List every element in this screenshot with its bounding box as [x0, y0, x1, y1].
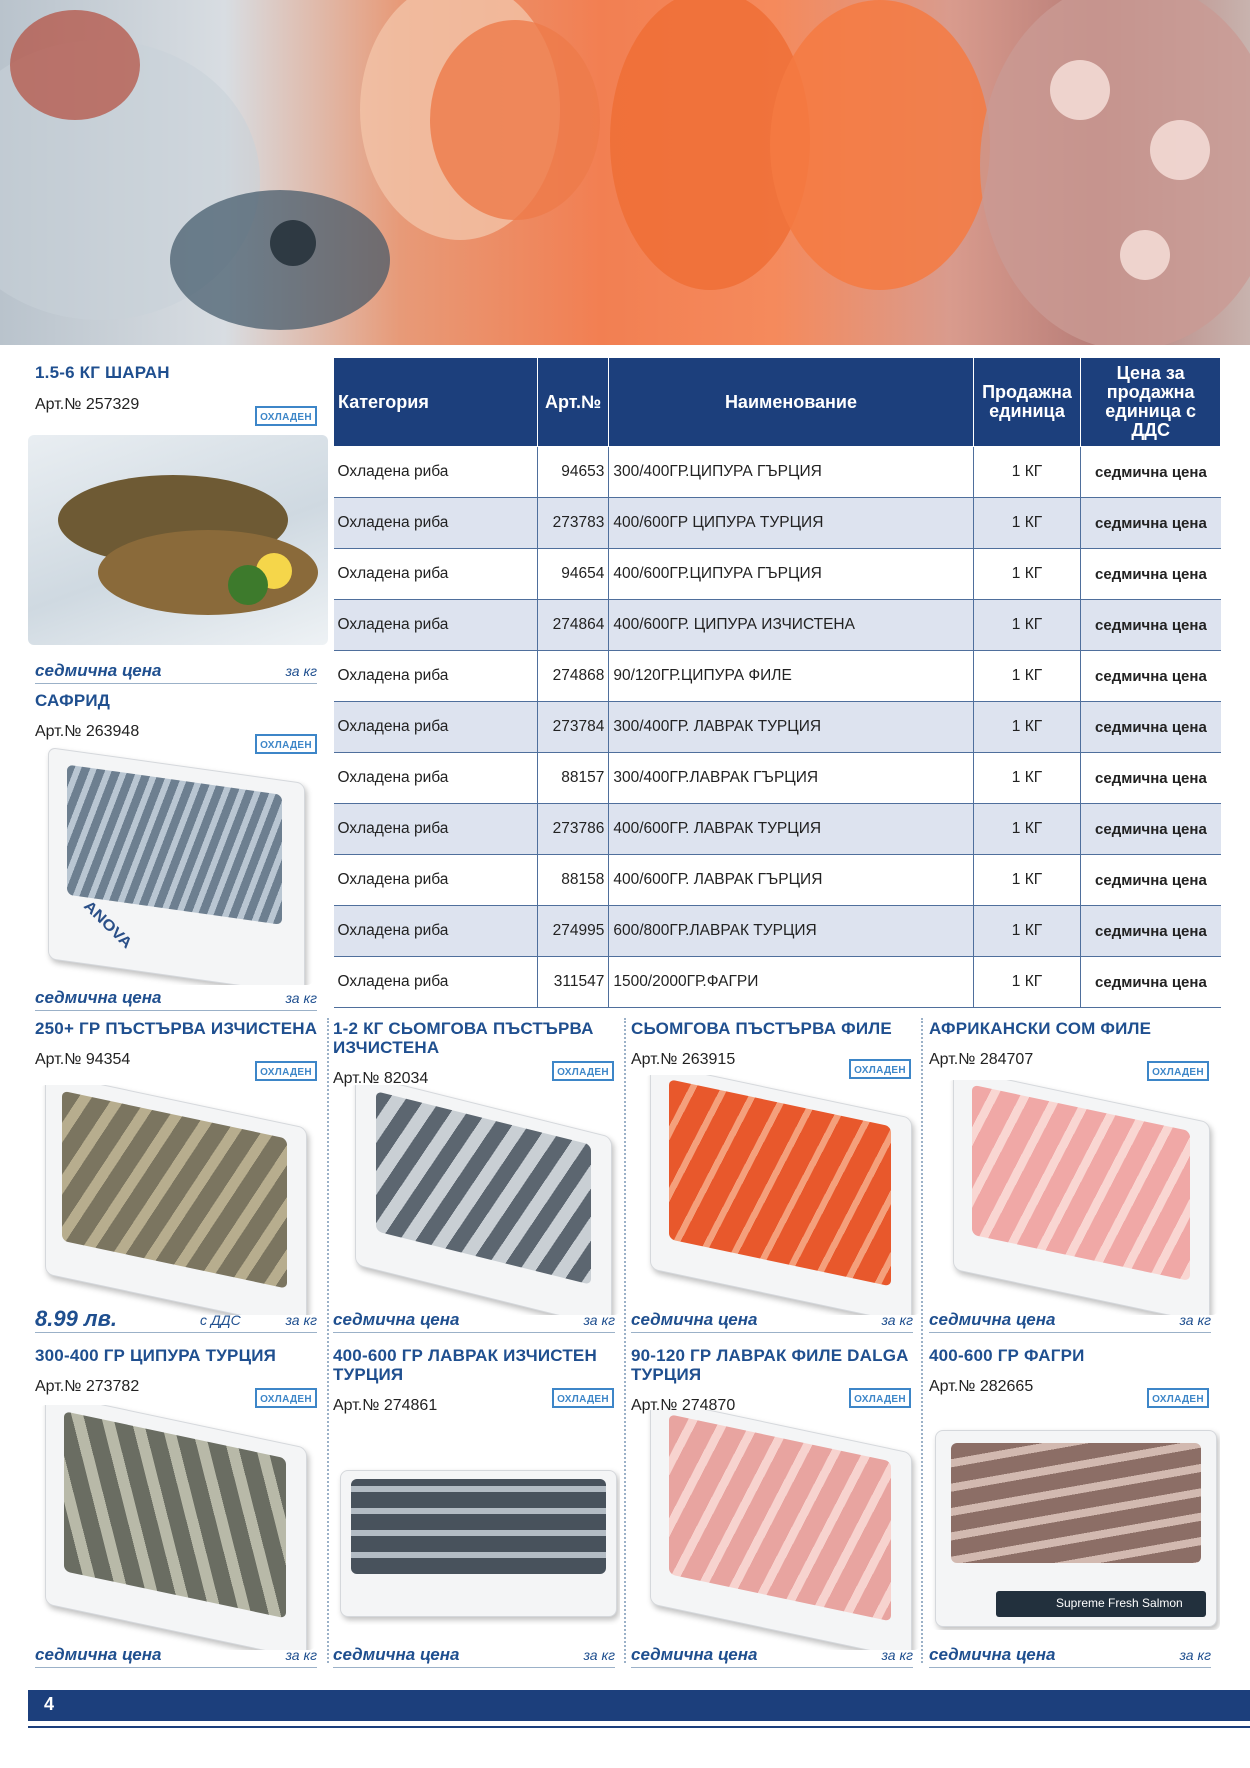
product-price-row: [35, 988, 317, 1011]
product-title-line2: ТУРЦИЯ: [333, 1365, 404, 1384]
table-row: [334, 804, 1221, 855]
column-separator: [624, 1018, 626, 1663]
cell-price: седмична цена: [1081, 753, 1221, 804]
unit-label: за кг: [285, 990, 317, 1006]
cell-name: 400/600ГР ЦИПУРА ТУРЦИЯ: [609, 498, 973, 549]
cell-category: Охладена риба: [334, 957, 538, 1008]
cell-name: 400/600ГР. ЛАВРАК ГЪРЦИЯ: [609, 855, 973, 906]
cell-price: седмична цена: [1081, 702, 1221, 753]
cell-name: 300/400ГР. ЛАВРАК ТУРЦИЯ: [609, 702, 973, 753]
product-image-sea-bass: [335, 1450, 620, 1625]
product-image-sea-bass-fillet: [645, 1410, 920, 1650]
cell-article: 88157: [537, 753, 609, 804]
product-price-row: [333, 1645, 615, 1668]
product-image-horse-mackerel: [38, 745, 313, 985]
cell-unit: 1 КГ: [973, 804, 1081, 855]
cell-unit: 1 КГ: [973, 549, 1081, 600]
col-article: Арт.№: [537, 358, 609, 447]
product-title-line2: ТУРЦИЯ: [631, 1365, 702, 1384]
cell-name: 90/120ГР.ЦИПУРА ФИЛЕ: [609, 651, 973, 702]
price-label: седмична цена: [333, 1310, 460, 1329]
product-title: СЬОМГОВА ПЪСТЪРВА ФИЛЕ: [631, 1019, 892, 1038]
footer-bar: [28, 1690, 1250, 1721]
cell-article: 273784: [537, 702, 609, 753]
chilled-badge: ОХЛАДЕН: [1147, 1388, 1209, 1408]
price-label: седмична цена: [35, 1645, 162, 1664]
cell-category: Охладена риба: [334, 549, 538, 600]
product-title: 300-400 ГР ЦИПУРА ТУРЦИЯ: [35, 1346, 277, 1365]
table-row: [334, 906, 1221, 957]
product-title: 1-2 КГ СЬОМГОВА ПЪСТЪРВА: [333, 1019, 594, 1038]
cell-category: Охладена риба: [334, 702, 538, 753]
cell-unit: 1 КГ: [973, 651, 1081, 702]
cell-price: седмична цена: [1081, 600, 1221, 651]
article-number: Арт.№ 273782: [35, 1378, 140, 1395]
table-row: [334, 855, 1221, 906]
unit-label: за кг: [881, 1312, 913, 1328]
cell-article: 273786: [537, 804, 609, 855]
product-image-salmon-trout: [350, 1085, 620, 1315]
product-price-row: [631, 1310, 913, 1333]
product-image-carp: [28, 435, 328, 645]
cell-price: седмична цена: [1081, 957, 1221, 1008]
cell-price: седмична цена: [1081, 549, 1221, 600]
product-image-salmon-trout-fillet: [645, 1075, 920, 1315]
cell-unit: 1 КГ: [973, 753, 1081, 804]
cell-unit: 1 КГ: [973, 447, 1081, 498]
cell-article: 274995: [537, 906, 609, 957]
cell-article: 311547: [537, 957, 609, 1008]
unit-label: за кг: [1179, 1647, 1211, 1663]
cell-article: 274868: [537, 651, 609, 702]
article-number: Арт.№ 274870: [631, 1397, 736, 1414]
product-title: 400-600 ГР ЛАВРАК ИЗЧИСТЕН: [333, 1346, 597, 1365]
product-price-row: [35, 1306, 317, 1333]
cell-unit: 1 КГ: [973, 702, 1081, 753]
unit-label: за кг: [1179, 1312, 1211, 1328]
unit-label: за кг: [583, 1312, 615, 1328]
cell-price: седмична цена: [1081, 855, 1221, 906]
price-label: седмична цена: [631, 1645, 758, 1664]
table-row: [334, 753, 1221, 804]
unit-label: за кг: [285, 1647, 317, 1663]
column-separator: [327, 1018, 329, 1663]
hero-fish-photo: [0, 0, 1250, 345]
footer-line: [28, 1726, 1250, 1728]
cell-category: Охладена риба: [334, 498, 538, 549]
article-number: Арт.№ 284707: [929, 1051, 1034, 1068]
unit-label: за кг: [285, 1312, 317, 1328]
price-label: седмична цена: [929, 1645, 1056, 1664]
product-price-row: [929, 1645, 1211, 1668]
cell-category: Охладена риба: [334, 651, 538, 702]
article-number: Арт.№ 263948: [35, 723, 140, 740]
cell-article: 94653: [537, 447, 609, 498]
product-image-catfish-fillet: [948, 1080, 1218, 1315]
table-header-row: [334, 358, 1221, 447]
price-table: [333, 357, 1221, 1008]
product-title: 90-120 ГР ЛАВРАК ФИЛЕ DALGA: [631, 1346, 909, 1365]
product-price-row: [929, 1310, 1211, 1333]
chilled-badge: ОХЛАДЕН: [255, 406, 317, 426]
cell-name: 400/600ГР. ЛАВРАК ТУРЦИЯ: [609, 804, 973, 855]
product-image-sea-bream: [40, 1405, 315, 1650]
cell-price: седмична цена: [1081, 906, 1221, 957]
cell-category: Охладена риба: [334, 804, 538, 855]
article-number: Арт.№ 94354: [35, 1051, 131, 1068]
product-title: 250+ ГР ПЪСТЪРВА ИЗЧИСТЕНА: [35, 1019, 318, 1038]
unit-label: за кг: [285, 663, 317, 679]
product-image-red-porgy: [930, 1420, 1220, 1630]
cell-category: Охладена риба: [334, 600, 538, 651]
box-print: Supreme Fresh Salmon: [1056, 1596, 1183, 1610]
page-number: 4: [44, 1694, 55, 1714]
cell-price: седмична цена: [1081, 498, 1221, 549]
product-title: 1.5-6 КГ ШАРАН: [35, 363, 170, 382]
price-label: седмична цена: [631, 1310, 758, 1329]
cell-unit: 1 КГ: [973, 906, 1081, 957]
chilled-badge: ОХЛАДЕН: [255, 1061, 317, 1081]
cell-category: Охладена риба: [334, 855, 538, 906]
article-number: Арт.№ 263915: [631, 1051, 736, 1068]
chilled-badge: ОХЛАДЕН: [849, 1059, 911, 1079]
vat-label: с ДДС: [200, 1312, 241, 1328]
table-row: [334, 651, 1221, 702]
chilled-badge: ОХЛАДЕН: [552, 1388, 614, 1408]
article-number: Арт.№ 82034: [333, 1070, 429, 1087]
cell-article: 273783: [537, 498, 609, 549]
cell-category: Охладена риба: [334, 447, 538, 498]
table-row: [334, 702, 1221, 753]
cell-article: 274864: [537, 600, 609, 651]
cell-category: Охладена риба: [334, 906, 538, 957]
chilled-badge: ОХЛАДЕН: [255, 734, 317, 754]
table-row: [334, 957, 1221, 1008]
cell-name: 300/400ГР.ЦИПУРА ГЪРЦИЯ: [609, 447, 973, 498]
product-image-trout: [40, 1085, 315, 1315]
product-title: 400-600 ГР ФАГРИ: [929, 1346, 1085, 1365]
cell-category: Охладена риба: [334, 753, 538, 804]
price-label: 8.99 лв.: [35, 1306, 118, 1331]
cell-name: 300/400ГР.ЛАВРАК ГЪРЦИЯ: [609, 753, 973, 804]
chilled-badge: ОХЛАДЕН: [849, 1388, 911, 1408]
price-label: седмична цена: [35, 661, 162, 680]
cell-price: седмична цена: [1081, 447, 1221, 498]
cell-name: 400/600ГР.ЦИПУРА ГЪРЦИЯ: [609, 549, 973, 600]
product-price-row: [333, 1310, 615, 1333]
price-label: седмична цена: [333, 1645, 460, 1664]
product-price-row: [35, 661, 317, 684]
col-sales-unit: Продажна единица: [973, 358, 1081, 447]
cell-unit: 1 КГ: [973, 855, 1081, 906]
price-label: седмична цена: [929, 1310, 1056, 1329]
cell-unit: 1 КГ: [973, 498, 1081, 549]
product-price-row: [35, 1645, 317, 1668]
chilled-badge: ОХЛАДЕН: [1147, 1061, 1209, 1081]
price-label: седмична цена: [35, 988, 162, 1007]
table-row: [334, 549, 1221, 600]
cell-article: 94654: [537, 549, 609, 600]
cell-name: 1500/2000ГР.ФАГРИ: [609, 957, 973, 1008]
box-brand: ANOVA: [80, 897, 135, 952]
column-separator: [921, 1018, 923, 1663]
cell-unit: 1 КГ: [973, 600, 1081, 651]
unit-label: за кг: [583, 1647, 615, 1663]
article-number: Арт.№ 257329: [35, 396, 140, 413]
col-price-with-vat: Цена за продажна единица с ДДС: [1081, 358, 1221, 447]
cell-price: седмична цена: [1081, 651, 1221, 702]
chilled-badge: ОХЛАДЕН: [552, 1061, 614, 1081]
table-row: [334, 600, 1221, 651]
product-title: АФРИКАНСКИ СОМ ФИЛЕ: [929, 1019, 1152, 1038]
chilled-badge: ОХЛАДЕН: [255, 1388, 317, 1408]
col-name: Наименование: [609, 358, 973, 447]
article-number: Арт.№ 274861: [333, 1397, 438, 1414]
product-title-line2: ИЗЧИСТЕНА: [333, 1038, 440, 1057]
col-category: Категория: [334, 358, 538, 447]
cell-article: 88158: [537, 855, 609, 906]
table-row: [334, 447, 1221, 498]
cell-name: 600/800ГР.ЛАВРАК ТУРЦИЯ: [609, 906, 973, 957]
product-price-row: [631, 1645, 913, 1668]
product-title: САФРИД: [35, 691, 111, 710]
cell-price: седмична цена: [1081, 804, 1221, 855]
article-number: Арт.№ 282665: [929, 1378, 1034, 1395]
cell-unit: 1 КГ: [973, 957, 1081, 1008]
table-row: [334, 498, 1221, 549]
unit-label: за кг: [881, 1647, 913, 1663]
cell-name: 400/600ГР. ЦИПУРА ИЗЧИСТЕНА: [609, 600, 973, 651]
